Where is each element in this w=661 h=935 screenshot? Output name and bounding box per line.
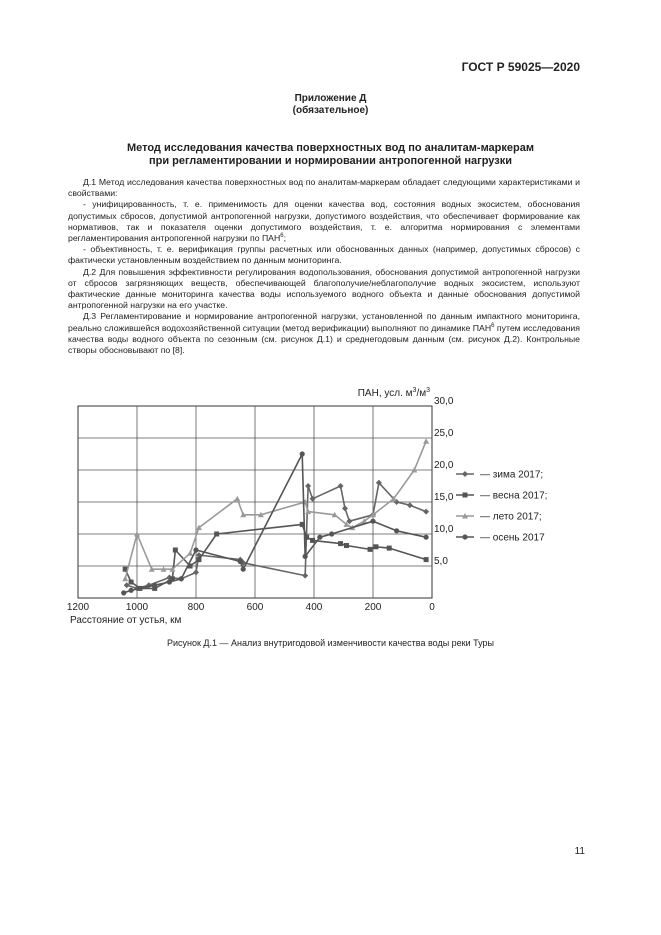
data-point	[214, 532, 219, 537]
legend-label: — осень 2017	[480, 532, 545, 544]
section-title	[0, 142, 661, 168]
legend-marker	[463, 493, 468, 498]
data-point	[152, 583, 157, 588]
paragraph-objectivity: - объективность, т. е. верификация группы расчетных или обоснованных данных (например, допустимых сбросов) с фактически установленным воздействием по данным мониторинга.	[68, 244, 580, 266]
y-tick-label: 20,0	[434, 460, 454, 471]
data-point	[342, 505, 348, 511]
footnote-ref: 6	[280, 233, 284, 240]
data-point	[424, 557, 429, 562]
data-point	[193, 569, 199, 575]
chart-svg	[60, 380, 580, 630]
paragraph-d3	[68, 311, 580, 356]
standard-header: ГОСТ Р 59025—2020	[461, 60, 580, 74]
footnote-ref: 6	[491, 322, 495, 329]
x-axis-label: Расстояние от устья, км	[70, 615, 182, 626]
legend-label: — зима 2017;	[480, 469, 544, 481]
data-point	[423, 438, 429, 444]
paragraph-d1: Д.1 Метод исследования качества поверхностных вод по аналитам-маркерам обладает следующими характеристиками и свойствами:	[68, 177, 580, 199]
data-point	[121, 590, 126, 595]
y-tick-label: 25,0	[434, 428, 454, 439]
data-point	[370, 519, 375, 524]
data-point	[338, 483, 344, 489]
y-tick-label: 5,0	[434, 556, 448, 567]
data-point	[234, 496, 240, 502]
data-point	[338, 541, 343, 546]
x-tick-label: 800	[187, 602, 205, 613]
x-tick-label: 600	[246, 602, 264, 613]
figure-chart	[60, 380, 580, 635]
data-point	[344, 543, 349, 548]
x-tick-label: 400	[305, 602, 323, 613]
data-point	[424, 535, 429, 540]
data-point	[302, 573, 308, 579]
body-text	[68, 177, 580, 356]
data-point	[373, 544, 378, 549]
paragraph-d2: Д.2 Для повышения эффективности регулирования водопользования, обоснования допустимой антропогенной нагрузки от сбросов загрязняющих веществ, обеспечивающей благополучие/неблагополучие водных экосистем, используют фактические данные мониторинга качества воды используемого водного объекта и данные обоснования допустимой антропогенной нагрузки на его участке.	[68, 266, 580, 311]
legend-marker	[462, 534, 467, 539]
title-line-2: при регламентировании и нормировании антропогенной нагрузки	[148, 155, 513, 167]
data-point	[368, 547, 373, 552]
data-point	[241, 567, 246, 572]
appendix-heading	[0, 93, 661, 117]
series-line-4	[124, 454, 426, 593]
paragraph-d3-text: Д.3 Регламентирование и нормирование антропогенной нагрузки, установленной по данным импактного мониторинга, реально сложившейся водохозяйственной ситуации (метод верификации) выполняют по динамике ПАН	[68, 311, 580, 333]
page-number: 11	[574, 846, 585, 857]
x-tick-label: 0	[429, 602, 435, 613]
data-point	[423, 509, 429, 515]
y-axis-label: ПАН, усл. $м^3/м^3$	[357, 387, 430, 399]
data-point	[310, 496, 316, 502]
x-tick-label: 1200	[66, 602, 90, 613]
data-point	[303, 554, 308, 559]
data-point	[305, 483, 311, 489]
legend-label: — весна 2017;	[480, 490, 548, 502]
paragraph-unification	[68, 199, 580, 244]
appendix-label: Приложение Д	[294, 93, 367, 104]
appendix-status: (обязательное)	[292, 105, 369, 116]
data-point	[310, 538, 315, 543]
data-point	[122, 576, 128, 582]
series-line-1	[127, 483, 426, 589]
legend-label: — лето 2017;	[480, 511, 542, 523]
data-point	[238, 559, 243, 564]
data-point	[407, 502, 413, 508]
paragraph-d3-end: путем исследования качества воды водного объекта по сезонным (см. рисунок Д.1) и среднегодовым данным (см. рисунок Д.2). Контрольные створы обосновывают по [8].	[68, 322, 580, 356]
data-point	[193, 547, 198, 552]
data-point	[387, 546, 392, 551]
y-tick-label: 30,0	[434, 396, 454, 407]
series-line-3	[125, 441, 426, 579]
data-point	[329, 531, 334, 536]
paragraph-unification-end: ;	[283, 233, 287, 244]
y-tick-label: 15,0	[434, 492, 454, 503]
figure-caption: Рисунок Д.1 — Анализ внутригодовой изменчивости качества воды реки Туры	[166, 638, 495, 648]
y-tick-label: 10,0	[434, 524, 454, 535]
title-line-1: Метод исследования качества поверхностных вод по аналитам-маркерам	[126, 142, 534, 154]
x-tick-label: 200	[364, 602, 382, 613]
data-point	[129, 588, 134, 593]
data-point	[179, 576, 184, 581]
data-point	[167, 579, 172, 584]
data-point	[317, 535, 322, 540]
data-point	[394, 528, 399, 533]
data-point	[187, 550, 193, 556]
data-point	[196, 557, 201, 562]
data-point	[129, 580, 134, 585]
data-point	[173, 548, 178, 553]
paragraph-unification-text: - унифицированность, т. е. применимость для оценки качества вод, состояния водных экосистем, обоснования допустимых сбросов, допустимой антропогенной нагрузки, допустимого воздействия, что обеспечивает формирование как нормативов, так и показателя оценки допустимого воздействия, т. е. алгоритма нормирования с элементами регламентирования антропогенной нагрузки по ПАН	[68, 199, 580, 244]
x-tick-label: 1000	[125, 602, 149, 613]
data-point	[300, 451, 305, 456]
legend-marker	[462, 471, 468, 477]
